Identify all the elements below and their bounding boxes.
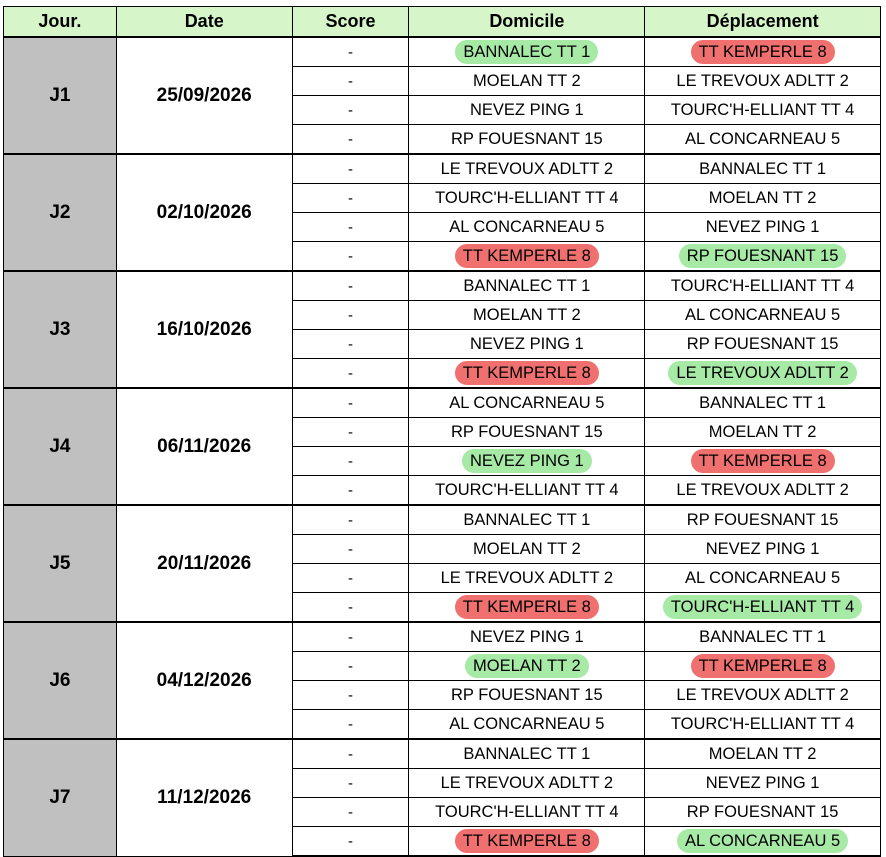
away-team-cell bbox=[645, 271, 881, 301]
match-row bbox=[4, 388, 881, 418]
match-score: - bbox=[292, 535, 409, 564]
home-team-cell bbox=[409, 652, 645, 681]
away-team-name: RP FOUESNANT 15 bbox=[686, 334, 839, 353]
away-team-cell bbox=[645, 330, 881, 359]
home-team-name: BANNALEC TT 1 bbox=[463, 744, 591, 763]
home-team-cell bbox=[409, 242, 645, 272]
home-team-cell bbox=[409, 37, 645, 67]
home-team-name: MOELAN TT 2 bbox=[473, 71, 581, 90]
home-team-name: TT KEMPERLE 8 bbox=[455, 595, 599, 619]
match-score: - bbox=[292, 359, 409, 389]
match-score: - bbox=[292, 769, 409, 798]
home-team-name: TT KEMPERLE 8 bbox=[455, 829, 599, 853]
match-score: - bbox=[292, 67, 409, 96]
round-date: 02/10/2026 bbox=[116, 154, 292, 271]
home-team-name: TOURC'H-ELLIANT TT 4 bbox=[435, 188, 619, 207]
match-score: - bbox=[292, 447, 409, 476]
round-date: 25/09/2026 bbox=[116, 37, 292, 154]
home-team-name: NEVEZ PING 1 bbox=[462, 449, 592, 473]
match-score: - bbox=[292, 301, 409, 330]
home-team-cell bbox=[409, 125, 645, 155]
away-team-name: BANNALEC TT 1 bbox=[699, 159, 827, 178]
away-team-name: NEVEZ PING 1 bbox=[705, 539, 820, 558]
match-row bbox=[4, 505, 881, 535]
home-team-name: BANNALEC TT 1 bbox=[463, 510, 591, 529]
match-score: - bbox=[292, 418, 409, 447]
away-team-name: NEVEZ PING 1 bbox=[705, 217, 820, 236]
header-jour: Jour. bbox=[4, 7, 117, 38]
away-team-name: LE TREVOUX ADLTT 2 bbox=[676, 685, 849, 704]
home-team-name: MOELAN TT 2 bbox=[465, 654, 589, 678]
match-score: - bbox=[292, 330, 409, 359]
away-team-cell bbox=[645, 67, 881, 96]
home-team-cell bbox=[409, 681, 645, 710]
away-team-name: TT KEMPERLE 8 bbox=[691, 40, 835, 64]
home-team-cell bbox=[409, 564, 645, 593]
header-row bbox=[4, 7, 881, 38]
away-team-cell bbox=[645, 710, 881, 740]
home-team-name: NEVEZ PING 1 bbox=[469, 100, 584, 119]
round-date: 11/12/2026 bbox=[116, 739, 292, 856]
away-team-cell bbox=[645, 213, 881, 242]
away-team-name: BANNALEC TT 1 bbox=[699, 393, 827, 412]
home-team-cell bbox=[409, 359, 645, 389]
header-away: Déplacement bbox=[645, 7, 881, 38]
away-team-cell bbox=[645, 798, 881, 827]
away-team-name: MOELAN TT 2 bbox=[708, 188, 817, 207]
away-team-name: BANNALEC TT 1 bbox=[699, 627, 827, 646]
home-team-name: TT KEMPERLE 8 bbox=[455, 244, 599, 268]
round-date: 20/11/2026 bbox=[116, 505, 292, 622]
table-body bbox=[4, 37, 881, 856]
away-team-cell bbox=[645, 564, 881, 593]
round-date: 16/10/2026 bbox=[116, 271, 292, 388]
home-team-name: AL CONCARNEAU 5 bbox=[449, 217, 605, 236]
away-team-name: RP FOUESNANT 15 bbox=[686, 802, 839, 821]
match-score: - bbox=[292, 154, 409, 184]
away-team-cell bbox=[645, 242, 881, 272]
away-team-name: AL CONCARNEAU 5 bbox=[684, 568, 841, 587]
match-score: - bbox=[292, 827, 409, 857]
match-score: - bbox=[292, 125, 409, 155]
away-team-cell bbox=[645, 535, 881, 564]
round-label: J5 bbox=[4, 505, 117, 622]
away-team-name: TOURC'H-ELLIANT TT 4 bbox=[670, 100, 855, 119]
match-score: - bbox=[292, 681, 409, 710]
home-team-name: TOURC'H-ELLIANT TT 4 bbox=[435, 480, 619, 499]
home-team-name: LE TREVOUX ADLTT 2 bbox=[440, 568, 614, 587]
away-team-cell bbox=[645, 301, 881, 330]
away-team-name: NEVEZ PING 1 bbox=[705, 773, 820, 792]
away-team-name: MOELAN TT 2 bbox=[708, 422, 817, 441]
home-team-name: NEVEZ PING 1 bbox=[469, 334, 584, 353]
round-label: J2 bbox=[4, 154, 117, 271]
match-score: - bbox=[292, 622, 409, 652]
away-team-cell bbox=[645, 96, 881, 125]
home-team-name: TT KEMPERLE 8 bbox=[455, 361, 599, 385]
match-score: - bbox=[292, 213, 409, 242]
header-date: Date bbox=[116, 7, 292, 38]
match-score: - bbox=[292, 710, 409, 740]
away-team-name: TOURC'H-ELLIANT TT 4 bbox=[663, 595, 862, 619]
match-row bbox=[4, 154, 881, 184]
match-score: - bbox=[292, 388, 409, 418]
home-team-cell bbox=[409, 798, 645, 827]
home-team-cell bbox=[409, 388, 645, 418]
home-team-name: BANNALEC TT 1 bbox=[463, 276, 591, 295]
match-score: - bbox=[292, 37, 409, 67]
away-team-name: AL CONCARNEAU 5 bbox=[677, 829, 848, 853]
away-team-cell bbox=[645, 505, 881, 535]
away-team-cell bbox=[645, 739, 881, 769]
away-team-cell bbox=[645, 593, 881, 623]
away-team-cell bbox=[645, 447, 881, 476]
away-team-cell bbox=[645, 37, 881, 67]
match-row bbox=[4, 739, 881, 769]
home-team-cell bbox=[409, 622, 645, 652]
round-label: J6 bbox=[4, 622, 117, 739]
table-header bbox=[4, 7, 881, 38]
round-date: 04/12/2026 bbox=[116, 622, 292, 739]
home-team-name: AL CONCARNEAU 5 bbox=[449, 393, 605, 412]
home-team-name: MOELAN TT 2 bbox=[473, 305, 581, 324]
round-label: J1 bbox=[4, 37, 117, 154]
away-team-name: LE TREVOUX ADLTT 2 bbox=[676, 71, 849, 90]
away-team-cell bbox=[645, 652, 881, 681]
match-score: - bbox=[292, 271, 409, 301]
home-team-cell bbox=[409, 476, 645, 506]
match-score: - bbox=[292, 798, 409, 827]
round-label: J3 bbox=[4, 271, 117, 388]
away-team-name: LE TREVOUX ADLTT 2 bbox=[668, 361, 856, 385]
home-team-name: LE TREVOUX ADLTT 2 bbox=[440, 159, 614, 178]
away-team-name: RP FOUESNANT 15 bbox=[679, 244, 847, 268]
schedule-table bbox=[3, 6, 881, 857]
home-team-cell bbox=[409, 535, 645, 564]
away-team-name: TOURC'H-ELLIANT TT 4 bbox=[670, 276, 855, 295]
match-row bbox=[4, 622, 881, 652]
home-team-cell bbox=[409, 271, 645, 301]
home-team-name: NEVEZ PING 1 bbox=[469, 627, 584, 646]
home-team-cell bbox=[409, 418, 645, 447]
home-team-cell bbox=[409, 301, 645, 330]
away-team-cell bbox=[645, 769, 881, 798]
away-team-name: LE TREVOUX ADLTT 2 bbox=[676, 480, 849, 499]
home-team-cell bbox=[409, 184, 645, 213]
match-score: - bbox=[292, 739, 409, 769]
home-team-cell bbox=[409, 330, 645, 359]
round-label: J4 bbox=[4, 388, 117, 505]
match-row bbox=[4, 37, 881, 67]
away-team-cell bbox=[645, 154, 881, 184]
home-team-cell bbox=[409, 739, 645, 769]
home-team-cell bbox=[409, 96, 645, 125]
match-row bbox=[4, 271, 881, 301]
home-team-cell bbox=[409, 67, 645, 96]
header-score: Score bbox=[292, 7, 409, 38]
home-team-cell bbox=[409, 769, 645, 798]
home-team-cell bbox=[409, 447, 645, 476]
home-team-name: BANNALEC TT 1 bbox=[455, 40, 598, 64]
home-team-name: TOURC'H-ELLIANT TT 4 bbox=[435, 802, 619, 821]
away-team-name: TT KEMPERLE 8 bbox=[691, 449, 835, 473]
away-team-name: AL CONCARNEAU 5 bbox=[684, 305, 841, 324]
home-team-name: RP FOUESNANT 15 bbox=[451, 422, 603, 441]
away-team-name: MOELAN TT 2 bbox=[708, 744, 817, 763]
away-team-cell bbox=[645, 418, 881, 447]
match-score: - bbox=[292, 242, 409, 272]
away-team-name: TOURC'H-ELLIANT TT 4 bbox=[670, 714, 855, 733]
home-team-cell bbox=[409, 593, 645, 623]
away-team-name: AL CONCARNEAU 5 bbox=[684, 129, 841, 148]
round-date: 06/11/2026 bbox=[116, 388, 292, 505]
away-team-cell bbox=[645, 476, 881, 506]
away-team-cell bbox=[645, 359, 881, 389]
match-score: - bbox=[292, 564, 409, 593]
round-label: J7 bbox=[4, 739, 117, 856]
home-team-name: RP FOUESNANT 15 bbox=[451, 129, 603, 148]
match-score: - bbox=[292, 652, 409, 681]
home-team-name: RP FOUESNANT 15 bbox=[451, 685, 603, 704]
match-score: - bbox=[292, 96, 409, 125]
home-team-cell bbox=[409, 154, 645, 184]
away-team-name: RP FOUESNANT 15 bbox=[686, 510, 839, 529]
away-team-cell bbox=[645, 388, 881, 418]
home-team-cell bbox=[409, 213, 645, 242]
match-score: - bbox=[292, 593, 409, 623]
match-score: - bbox=[292, 505, 409, 535]
away-team-cell bbox=[645, 622, 881, 652]
away-team-cell bbox=[645, 681, 881, 710]
match-score: - bbox=[292, 184, 409, 213]
header-home: Domicile bbox=[409, 7, 645, 38]
home-team-cell bbox=[409, 505, 645, 535]
home-team-cell bbox=[409, 710, 645, 740]
match-score: - bbox=[292, 476, 409, 506]
away-team-name: TT KEMPERLE 8 bbox=[691, 654, 835, 678]
home-team-name: LE TREVOUX ADLTT 2 bbox=[440, 773, 614, 792]
home-team-name: AL CONCARNEAU 5 bbox=[449, 714, 605, 733]
away-team-cell bbox=[645, 125, 881, 155]
away-team-cell bbox=[645, 184, 881, 213]
home-team-name: MOELAN TT 2 bbox=[473, 539, 581, 558]
